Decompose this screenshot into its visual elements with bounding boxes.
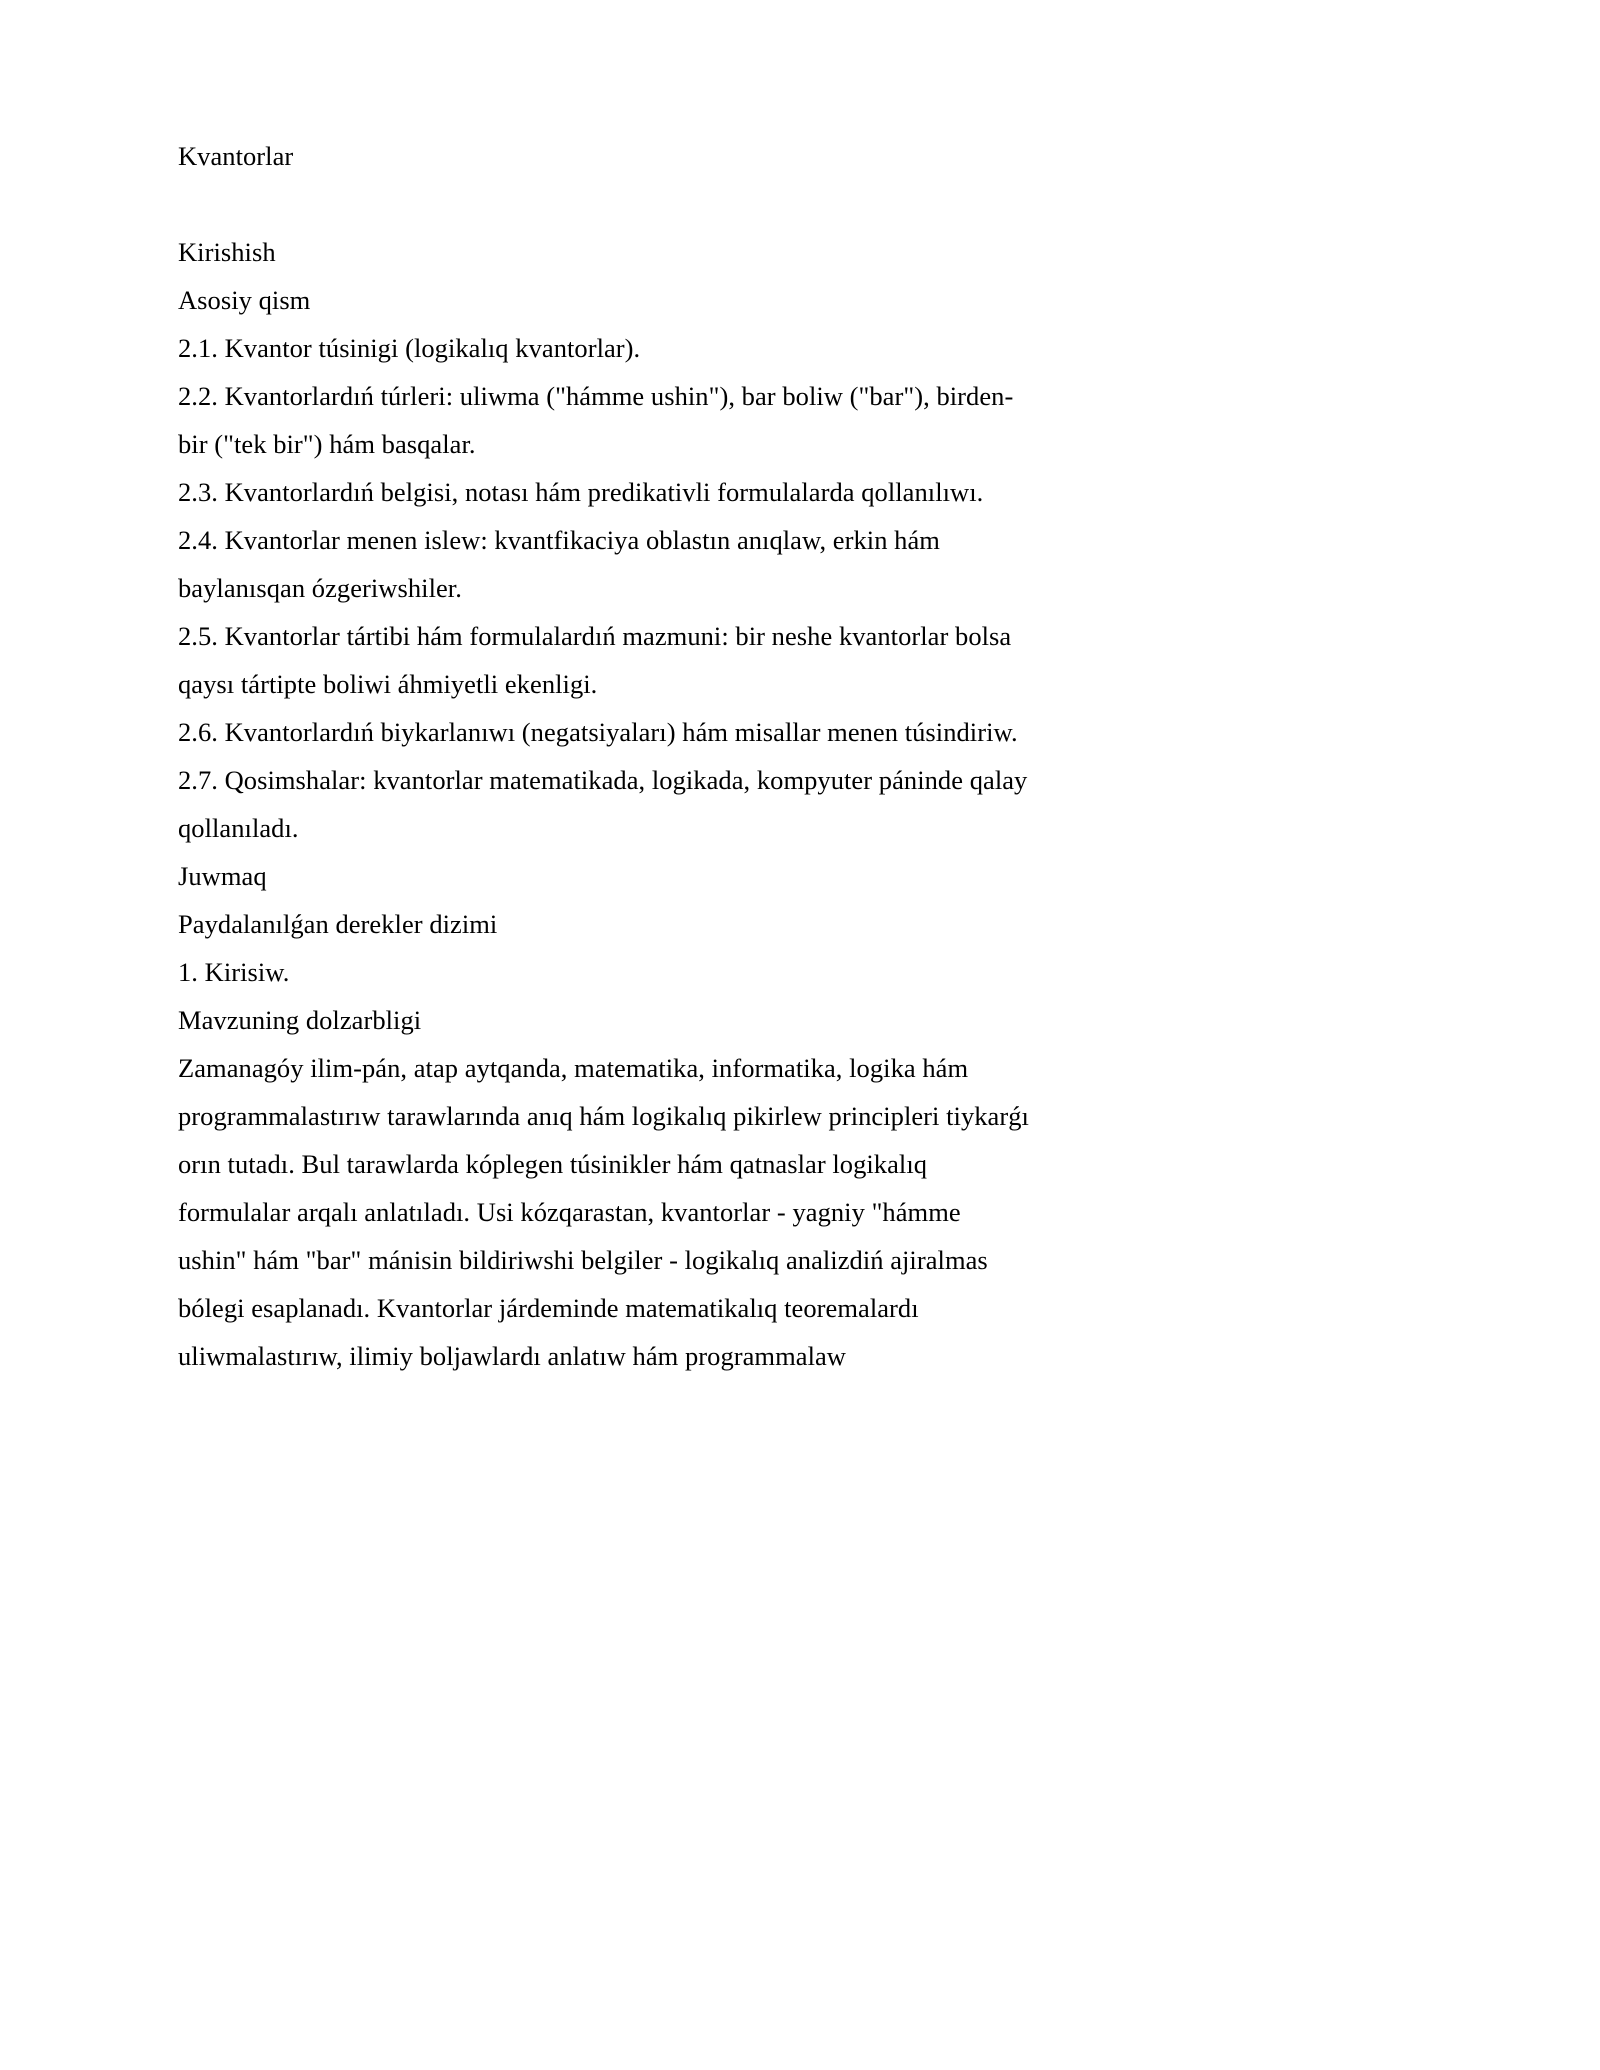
- section-subheading: Mavzuning dolzarbligi: [178, 1005, 422, 1035]
- section-paragraph: Zamanagóy ilim-pán, atap aytqanda, matematika, informatika, logika hám programmalastırıw tarawlarında anıq hám logikalıq pikirlew principleri tiykarǵı orın tutadı. Bul tarawlarda kóplegen túsinikler hám qatnaslar logikalıq formulalar arqalı anlatıladı. Usi kózqarastan, kvantorlar - yagniy "hámme ushin" hám "bar" mánisin bildiriwshi belgiler - logikalıq analizdiń ajiralmas bólegi esaplanadı. Kvantorlar járdeminde matematikalıq teoremalardı uliwmalastırıw, ilimiy boljawlardı anlatıw hám programmalaw: [178, 1053, 1029, 1371]
- outline-item-asosiy-qism: Asosiy qism: [178, 285, 311, 315]
- outline-item-kirishish: Kirishish: [178, 237, 276, 267]
- title-spacer: [178, 180, 1038, 228]
- outline-item-2-2: 2.2. Kvantorlardıń túrleri: uliwma ("hámme ushin"), bar boliw ("bar"), birden-bir ("tek bir") hám basqalar.: [178, 381, 1014, 459]
- outline-item-2-3: 2.3. Kvantorlardıń belgisi, notası hám predikativli formulalarda qollanılıwı.: [178, 477, 984, 507]
- page-title: Kvantorlar: [178, 141, 294, 171]
- section-heading-number: 1. Kirisiw.: [178, 957, 290, 987]
- outline-item-juwmaq: Juwmaq: [178, 861, 267, 891]
- outline-item-2-7: 2.7. Qosimshalar: kvantorlar matematikada, logikada, kompyuter páninde qalay qollanıladı.: [178, 765, 1035, 843]
- document-content: [178, 132, 1038, 1380]
- outline-item-2-6: 2.6. Kvantorlardıń biykarlanıwı (negatsiyaları) hám misallar menen túsindiriw.: [178, 717, 1018, 747]
- outline-item-2-5: 2.5. Kvantorlar tártibi hám formulalardıń mazmuni: bir neshe kvantorlar bolsa qaysı tártipte boliwi áhmiyetli ekenligi.: [178, 621, 1018, 699]
- outline-item-2-1: 2.1. Kvantor túsinigi (logikalıq kvantorlar).: [178, 333, 641, 363]
- outline-item-derekler-dizimi: Paydalanılǵan derekler dizimi: [178, 909, 498, 939]
- outline-item-2-4: 2.4. Kvantorlar menen islew: kvantfikaciya oblastın anıqlaw, erkin hám baylanısqan ózgeriwshiler.: [178, 525, 947, 603]
